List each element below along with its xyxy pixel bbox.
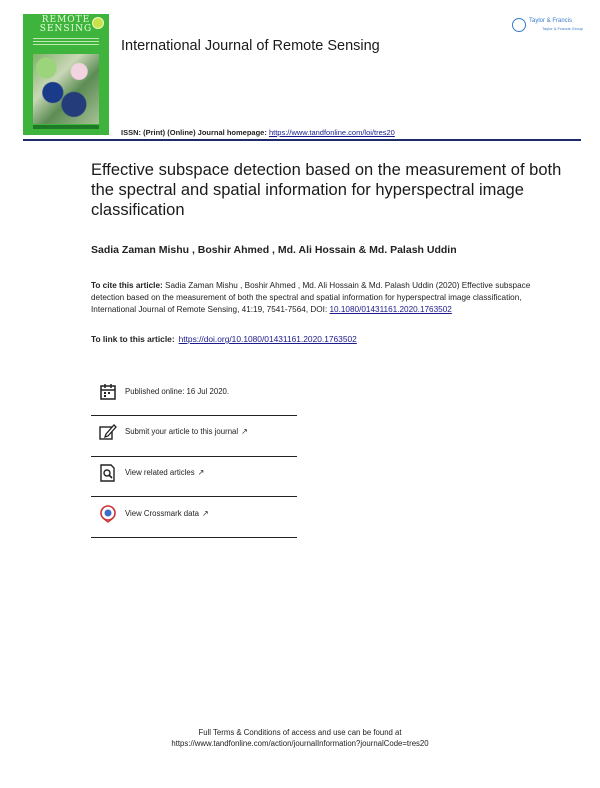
cover-photo [33,54,99,124]
article-link-line [91,334,357,344]
authors: Sadia Zaman Mishu , Boshir Ahmed , Md. Ali Hossain & Md. Palash Uddin [91,244,457,256]
logo-subtext: Taylor & Francis Group [542,26,583,31]
issn-line [121,128,395,137]
cover-emblem [92,17,104,29]
related-articles-text: View related articles [125,468,195,477]
cover-title-line1: REMOTE [41,15,91,25]
journal-cover-image [23,14,109,135]
link-label: To link to this article: [91,334,175,344]
footer-url[interactable]: https://www.tandfonline.com/action/journalInformation?journalCode=tres20 [171,739,429,748]
footer [0,727,600,749]
citation-text: Sadia Zaman Mishu , Boshir Ahmed , Md. Ali Hossain & Md. Palash Uddin (2020) Effective subspace detection based on the measurement of both the spectral and spatial information for hyperspectral image classification, International Journal of Remote Sensing, 41:19, 7541-7564, DOI: [91,281,531,314]
related-articles-label [125,468,204,477]
search-document-icon [99,464,117,482]
issn-label: ISSN: (Print) (Online) Journal homepage: [121,128,269,137]
divider [91,415,297,416]
divider [91,496,297,497]
logo-icon [512,18,526,32]
calendar-icon [99,383,117,401]
crossmark-label [125,509,209,518]
external-link-icon: ↗ [197,468,205,477]
divider [91,537,297,538]
citation-label: To cite this article: [91,281,163,290]
published-date: Published online: 16 Jul 2020. [125,387,230,396]
divider [91,456,297,457]
submit-article-label [125,427,248,436]
article-doi-url[interactable]: https://doi.org/10.1080/01431161.2020.1763502 [178,334,357,344]
journal-title: International Journal of Remote Sensing [121,38,380,54]
external-link-icon: ↗ [241,427,248,436]
footer-terms: Full Terms & Conditions of access and use can be found at [198,728,402,737]
crossmark-text: View Crossmark data [125,509,199,518]
cover-title-line2: SENSING [39,24,93,34]
journal-homepage-link[interactable]: https://www.tandfonline.com/loi/tres20 [268,128,395,137]
logo-text: Taylor & Francis [529,18,573,24]
article-title: Effective subspace detection based on the measurement of both the spectral and spatial information for hyperspectral image classification [91,161,562,219]
cover-bar [33,125,99,129]
crossmark-icon [99,505,117,523]
header-rule [23,139,581,141]
external-link-icon: ↗ [201,509,209,518]
citation-block [91,280,531,316]
edit-icon [99,423,117,441]
publisher-logo [512,16,582,38]
cover-subtitle-lines [33,38,99,48]
doi-link[interactable]: 10.1080/01431161.2020.1763502 [329,305,452,314]
submit-article-text: Submit your article to this journal [125,427,239,436]
